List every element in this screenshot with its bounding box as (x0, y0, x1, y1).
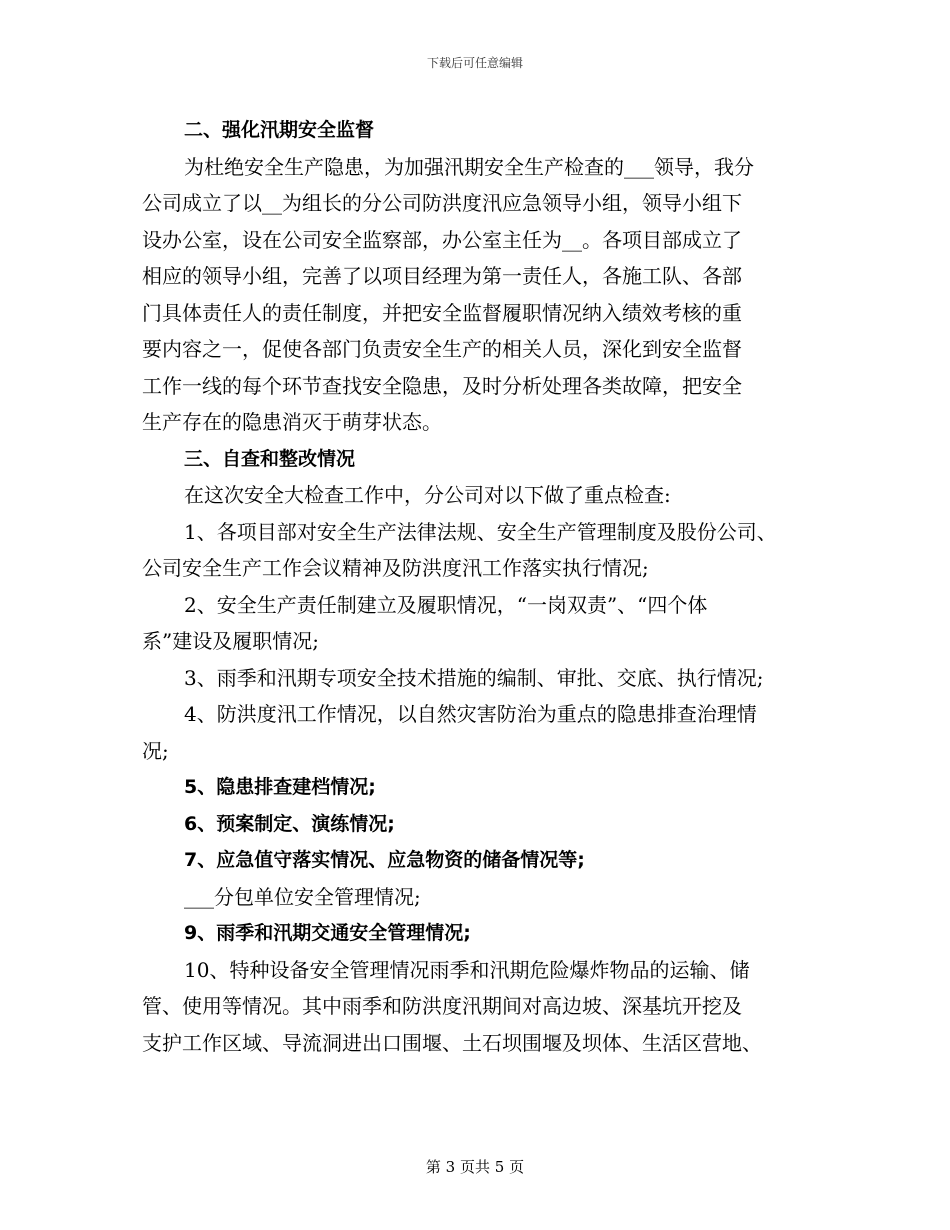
text-line: 工作一线的每个环节查找安全隐患，及时分析处理各类故障，把安全 (142, 373, 742, 398)
document-body (142, 112, 832, 1061)
text-line: 公司成立了以__为组长的分公司防洪度汛应急领导小组，领导小组下 (142, 191, 742, 215)
section-heading: 5、隐患排查建档情况; (184, 776, 376, 798)
text-line: 系”建设及履职情况; (142, 629, 319, 653)
section-heading: 9、雨季和汛期交通安全管理情况; (184, 922, 471, 944)
text-line: 为杜绝安全生产隐患，为加强汛期安全生产检查的___领导，我分 (184, 154, 754, 179)
section-heading: 7、应急值守落实情况、应急物资的储备情况等; (184, 849, 585, 871)
text-line: 相应的领导小组，完善了以项目经理为第一责任人，各施工队、各部 (142, 264, 742, 288)
text-line: 设办公室，设在公司安全监察部，办公室主任为__。各项目部成立了 (142, 227, 742, 252)
text-line: 公司安全生产工作会议精神及防洪度汛工作落实执行情况; (142, 556, 649, 580)
text-line: 管、使用等情况。其中雨季和防洪度汛期间对高边坡、深基坑开挖及 (142, 994, 742, 1018)
text-line: ___分包单位安全管理情况; (184, 884, 421, 909)
header-note: 下载后可任意编辑 (426, 56, 523, 70)
text-line: 门具体责任人的责任制度，并把安全监督履职情况纳入绩效考核的重 (142, 300, 742, 325)
section-heading: 三、自查和整改情况 (184, 447, 356, 470)
text-line: 3、雨季和汛期专项安全技术措施的编制、审批、交底、执行情况; (184, 665, 764, 690)
text-line: 支护工作区域、导流洞进出口围堰、土石坝围堰及坝体、生活区营地、 (142, 1030, 762, 1055)
text-line: 况; (142, 738, 169, 763)
text-line: 生产存在的隐患消灭于萌芽状态。 (142, 410, 442, 434)
text-line: 要内容之一，促使各部门负责安全生产的相关人员，深化到安全监督 (142, 337, 742, 361)
text-line: 10、特种设备安全管理情况雨季和汛期危险爆炸物品的运输、储 (184, 957, 750, 982)
text-line: 2、安全生产责任制建立及履职情况，“一岗双责”、“四个体 (184, 592, 708, 617)
text-line: 4、防洪度汛工作情况，以自然灾害防治为重点的隐患排查治理情 (184, 702, 757, 726)
page-footer: 第 3 页共 5 页 (425, 1158, 525, 1176)
text-line: 1、各项目部对安全生产法律法规、安全生产管理制度及股份公司、 (184, 519, 777, 544)
section-heading: 6、预案制定、演练情况; (184, 812, 395, 835)
section-heading: 二、强化汛期安全监督 (184, 119, 375, 141)
text-line: 在这次安全大检查工作中，分公司对以下做了重点检查: (184, 483, 671, 507)
